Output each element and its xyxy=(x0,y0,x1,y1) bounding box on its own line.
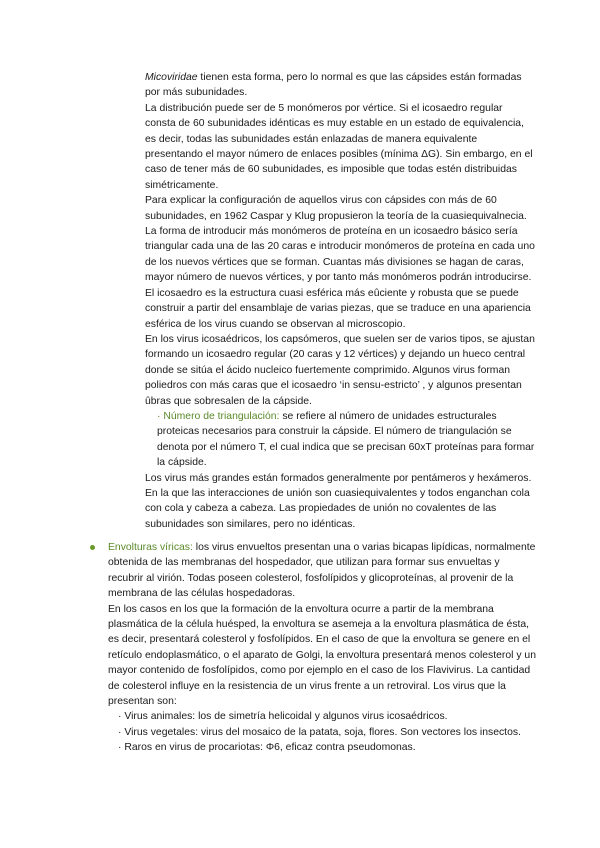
list-item-plant: · Virus vegetales: virus del mosaico de la patata, soja, flores. Son vectores los insectos. xyxy=(118,726,521,738)
bullet-text: los virus envueltos presentan una o varias bicapas lipídicas, normalmente obtenida de las membranas del hospedador, que utilizan para formar sus envueltas y recubrir al virión. Todas poseen colesterol, fosfolípidos y glicoproteínas, al provenir de la membrana de las células hospedadoras. xyxy=(108,542,536,600)
bullet-dot-icon xyxy=(90,545,95,550)
paragraph-text: tienen esta forma, pero lo normal es que las cápsides están formadas por más subunidades. xyxy=(145,72,522,99)
envelope-section xyxy=(82,540,537,756)
bullet-label: Envolturas víricas: xyxy=(108,542,193,553)
paragraph-distribution: La distribución puede ser de 5 monómeros por vértice. Si el icosaedro regular consta de 60 subunidades idénticas es muy estable en un estado de equivalencia, es decir, todas las subunidades están enlazadas de manera equivalente presentando el mayor número de enlaces posibles (mínima ΔG). Sin embargo, en el caso de tener más de 60 subunidades, es imposible que todas estén distribuidas simétricamente. xyxy=(145,102,533,191)
paragraph-icosahedral: En los virus icosaédricos, los capsómeros, que suelen ser de varios tipos, se ajustan formando un icosaedro regular (20 caras y 12 vértices) y dejando un hueco central donde se sitúa el ácido nucleico fuertemente comprimido. Algunos virus forman poliedros con más caras que el icosaedro ‘in sensu-estricto’ , y algunos presentan ûbras que sobresalen de la cápside. xyxy=(145,333,535,407)
triangulation-text: se refiere al número de unidades estructurales proteicas necesarios para construir la cápside. El número de triangulación se denota por el número T, el cual indica que se precisan 60xT proteínas para formar la cápside. xyxy=(157,410,535,469)
triangulation-item xyxy=(145,409,535,471)
paragraph-micoviridae xyxy=(145,70,535,101)
list-item-animal: · Virus animales: los de simetría helicoidal y algunos virus icosaédricos. xyxy=(118,711,448,723)
triangulation-label: · Número de triangulación: xyxy=(157,410,280,422)
italic-term: Micoviridae xyxy=(145,72,198,83)
capsid-section xyxy=(145,70,535,532)
bullet-envolturas xyxy=(82,540,537,602)
paragraph-envelope-formation: En los casos en los que la formación de la envoltura ocurre a partir de la membrana plasmática de la célula huésped, la envoltura se asemeja a la envoltura plasmática de ésta, es decir, presentará colesterol y fosfolípidos. En el caso de que la envoltura se genere en el retículo endoplasmático, o el aparato de Golgi, la envoltura presentará menos colesterol y un mayor contenido de fosfolípidos, como por ejemplo en el caso de los Flavivirus. La cantidad de colesterol influye en la resistencia de un virus frente a un retroviral. Los virus que la presentan son: xyxy=(108,603,536,708)
paragraph-large-virus: Los virus más grandes están formados generalmente por pentámeros y hexámeros. En la que las interacciones de unión son cuasiequivalentes y todos enganchan cola con cola y cabeza a cabeza. Las propiedades de unión no covalentes de las subunidades son similares, pero no idénticas. xyxy=(145,472,532,530)
paragraph-caspar-klug: Para explicar la configuración de aquellos virus con cápsides con más de 60 subunidades, en 1962 Caspar y Klug propusieron la teoría de la cuasiequivalnecia. La forma de introducir más monómeros de proteína en un icosaedro básico sería triangular cada una de las 20 caras e introducir monómeros de proteína en cada uno de los nuevos vértices que se forman. Cuantas más divisiones se hagan de caras, mayor número de nuevos vértices, y por tanto más monómeros podrán introducirse. El icosaedro es la estructura cuasi esférica más eûciente y robusta que se puede construir a partir del ensamblaje de varias piezas, que se traduce en una apariencia esférica de los virus cuando se observan al microscopio. xyxy=(145,195,535,330)
list-item-prokaryote: · Raros en virus de procariotas: Φ6, eficaz contra pseudomonas. xyxy=(118,742,416,754)
